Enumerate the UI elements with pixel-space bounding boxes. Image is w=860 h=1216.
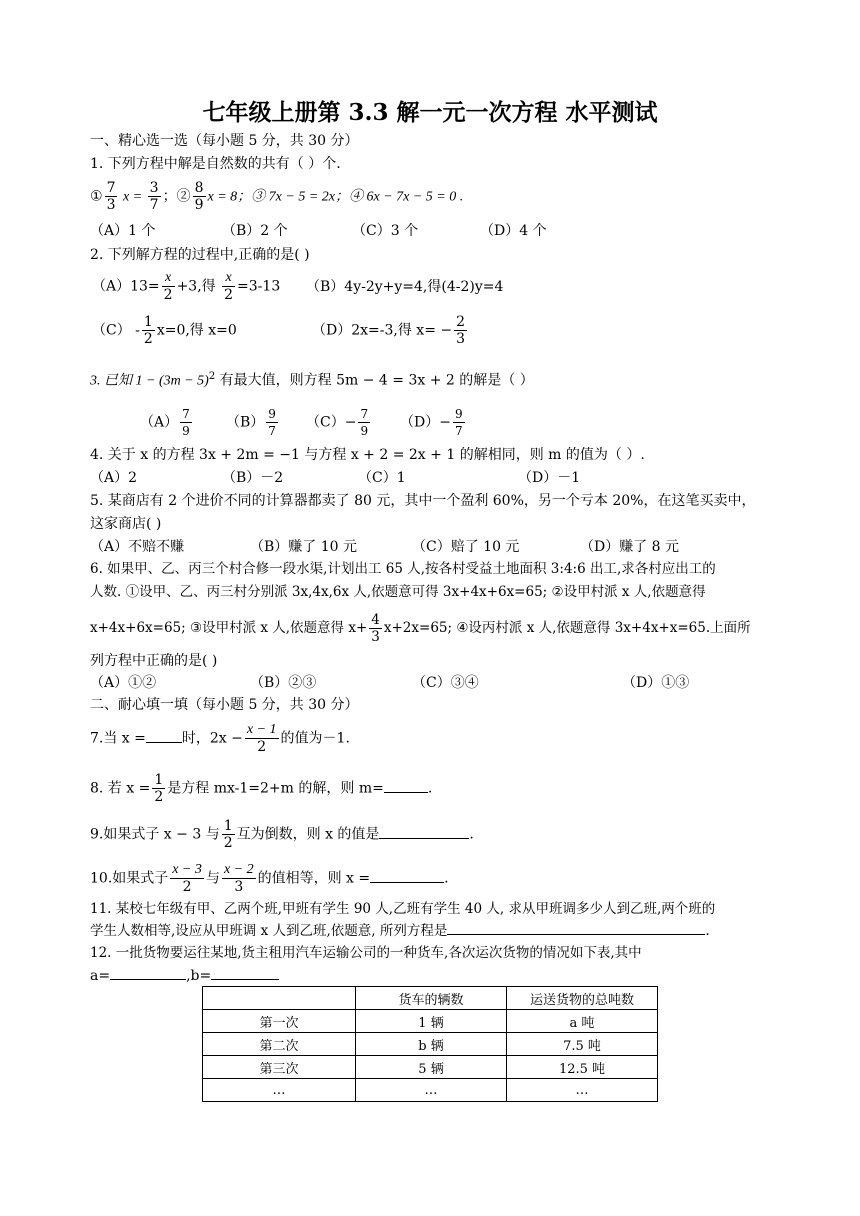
q1-eq-rest: x = 8；③ 7x − 5 = 2x；④ 6x − 7x − 5 = 0 . (207, 189, 464, 205)
q5-option-c: （C）赔了 10 元 (412, 539, 520, 555)
q3-frac-b: $\frac{9}{7}$ (268, 407, 276, 438)
q11-line2: 学生人数相等,设应从甲班调 x 人到乙班,依题意, 所列方程是 . (90, 923, 710, 939)
table-cell: 7.5 吨 (507, 1033, 658, 1056)
q5-option-b: （B）赚了 10 元 (250, 539, 358, 555)
q12-line2: a= ,b= (90, 967, 279, 985)
q6-option-d: （D）①③ (622, 675, 690, 691)
q3-option-a: （A） $\frac{7}{9}$ (140, 407, 190, 438)
q3-frac-a: $\frac{7}{9}$ (182, 407, 190, 438)
q2-frac-x-2b: $\frac{x}{2}$ (224, 270, 234, 303)
q3-option-c: （C）− $\frac{7}{9}$ (306, 407, 369, 438)
q11-answer-blank[interactable] (447, 934, 705, 935)
page-title: 七年级上册第 3.3 解一元一次方程 水平测试 (202, 99, 658, 126)
q5-option-d: （D）赚了 8 元 (580, 539, 680, 555)
table-cell: 12.5 吨 (507, 1056, 658, 1079)
q1-option-d: （D）4 个 (480, 223, 547, 239)
q6-option-a: （A）①② (90, 675, 157, 691)
q9-frac: $\frac{1}{2}$ (223, 818, 233, 851)
q12-a-blank[interactable] (110, 979, 186, 980)
q12-b-blank[interactable] (211, 979, 279, 980)
table-row (203, 1056, 658, 1079)
q1-eq-1: ① (90, 188, 103, 205)
table-cell: 第三次 (203, 1056, 356, 1079)
q10-line: 10.如果式子 $\frac{x - 3}{2}$ 与 $\frac{x - 2}{3}$ 的值相等，则 x = . (90, 862, 449, 895)
q1-frac-7-3: $\frac{7}{3}$ (106, 180, 116, 213)
q6-line3: x+4x+6x=65; ③设甲村派 x 人,依题意得 x+ $\frac{4}{3}$ x+2x=65; ④设丙村派 x 人,依题意得 3x+4x+x=65.上面所 (90, 612, 751, 645)
q3-option-d: （D）− $\frac{9}{7}$ (400, 407, 463, 438)
q6-option-b: （B）②③ (250, 675, 317, 691)
table-header-cell: 运送货物的总吨数 (507, 987, 658, 1010)
q3-stem: 3. 已知 $1 - (3m - 5)^2$ 有最大值，则方程 5m − 4 = 3x + 2 的解是（ ） (90, 371, 534, 389)
q2-option-b: （B）4y-2y+y=4,得(4-2)y=4 (306, 279, 504, 295)
q2-option-c: （C） - $\frac{1}{2}$ x=0,得 x=0 (92, 314, 237, 347)
q1-eq-2: ；② (162, 188, 191, 205)
q12-table (202, 986, 658, 1102)
q5-line1: 5. 某商店有 2 个进价不同的计算器都卖了 80 元，其中一个盈利 60%，另一个亏本 20%，在这笔买卖中， (90, 493, 756, 509)
q8-line: 8. 若 x = $\frac{1}{2}$ 是方程 mx-1=2+m 的解，则 m= . (90, 772, 433, 805)
q4-stem: 4. 关于 x 的方程 3x + 2m = −1 与方程 x + 2 = 2x + 1 的解相同，则 m 的值为（ ）. (90, 447, 645, 463)
q6-line2: 人数. ①设甲、乙、丙三村分别派 3x,4x,6x 人,依题意可得 3x+4x+6x=65; ②设甲村派 x 人,依题意得 (90, 584, 706, 600)
table-cell: 第一次 (203, 1010, 356, 1033)
q1-option-b: （B）2 个 (222, 223, 288, 239)
q2-option-d: （D）2x=-3,得 x= − $\frac{2}{3}$ (312, 314, 466, 347)
table-cell: … (203, 1079, 356, 1102)
q12-line1: 12. 一批货物要运往某地,货主租用汽车运输公司的一种货车,各次运次货物的情况如下表,其中 (90, 945, 642, 961)
q1-option-a: （A）1 个 (90, 223, 156, 239)
table-cell: a 吨 (507, 1010, 658, 1033)
q1-option-c: （C）3 个 (352, 223, 419, 239)
section-1-heading: 一、精心选一选（每小题 5 分，共 30 分） (90, 133, 359, 149)
q5-option-a: （A）不赔不赚 (90, 539, 185, 555)
q5-line2: 这家商店( ) (90, 516, 162, 532)
q10-frac-2: $\frac{x - 2}{3}$ (223, 862, 254, 895)
q11-line1: 11. 某校七年级有甲、乙两个班,甲班有学生 90 人,乙班有学生 40 人, 求从甲班调多少人到乙班,两个班的 (90, 901, 716, 917)
table-cell: … (356, 1079, 507, 1102)
q7-answer-blank[interactable] (146, 742, 182, 743)
q6-option-c: （C）③④ (412, 675, 479, 691)
q9-line: 9.如果式子 x − 3 与 $\frac{1}{2}$ 互为倒数，则 x 的值是 . (90, 818, 474, 851)
table-header-cell (203, 987, 356, 1010)
q1-stem: 1. 下列方程中解是自然数的共有（ ）个. (90, 156, 341, 172)
q2-frac-1-2: $\frac{1}{2}$ (143, 314, 153, 347)
table-cell: 5 辆 (356, 1056, 507, 1079)
q2-frac-2-3: $\frac{2}{3}$ (456, 314, 466, 347)
q1-equations: ① $\frac{7}{3}$ x = $\frac{3}{7}$ ；② $\frac{8}{9}$ x = 8；③ 7x − 5 = 2x；④ 6x − 7x − 5 = 0 . (90, 180, 464, 213)
q4-option-c: （C）1 (358, 470, 406, 486)
table-cell: 第二次 (203, 1033, 356, 1056)
q2-stem: 2. 下列解方程的过程中,正确的是( ) (90, 247, 310, 263)
q4-option-b: （B）－2 (222, 470, 284, 486)
q8-frac: $\frac{1}{2}$ (154, 772, 164, 805)
table-cell: 1 辆 (356, 1010, 507, 1033)
table-cell: … (507, 1079, 658, 1102)
table-row (203, 1010, 658, 1033)
q3-option-b: （B） $\frac{9}{7}$ (226, 407, 276, 438)
q1-frac-3-7: $\frac{3}{7}$ (149, 180, 159, 213)
q10-answer-blank[interactable] (370, 882, 444, 883)
q8-answer-blank[interactable] (384, 792, 428, 793)
q1-frac-8-9: $\frac{8}{9}$ (194, 180, 204, 213)
table-row (203, 1079, 658, 1102)
q6-line4: 列方程中正确的是( ) (90, 653, 218, 669)
q3-frac-c: $\frac{7}{9}$ (360, 407, 369, 438)
q7-line: 7.当 x = 时，2x − $\frac{x - 1}{2}$ 的值为－1. (90, 722, 350, 755)
q7-frac: $\frac{x - 1}{2}$ (246, 722, 277, 755)
q2-option-a: （A）13= $\frac{x}{2}$ +3,得 $\frac{x}{2}$ =3-13 (92, 270, 281, 303)
q4-option-d: （D）－1 (518, 470, 581, 486)
q10-frac-1: $\frac{x - 3}{2}$ (172, 862, 202, 895)
table-header-cell: 货车的辆数 (356, 987, 507, 1010)
q4-option-a: （A）2 (90, 470, 138, 486)
q9-answer-blank[interactable] (379, 838, 469, 839)
q2-frac-x-2: $\frac{x}{2}$ (163, 270, 173, 303)
q6-line1: 6. 如果甲、乙、丙三个村合修一段水渠,计划出工 65 人,按各村受益土地面积 3:4:6 出工,求各村应出工的 (90, 561, 716, 577)
table-cell: b 辆 (356, 1033, 507, 1056)
table-header-row (203, 987, 658, 1010)
q3-frac-d: $\frac{9}{7}$ (454, 407, 463, 438)
q6-frac-4-3: $\frac{4}{3}$ (371, 612, 380, 645)
section-2-heading: 二、耐心填一填（每小题 5 分，共 30 分） (90, 697, 359, 713)
table-row (203, 1033, 658, 1056)
